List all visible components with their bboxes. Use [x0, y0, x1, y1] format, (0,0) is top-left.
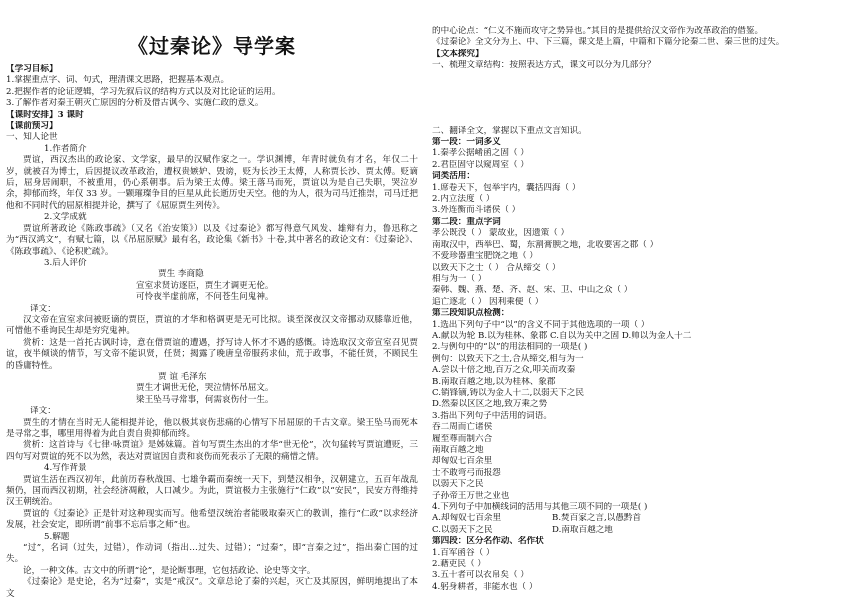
author-bio: 贾谊，西汉杰出的政论家、文学家，最早的汉赋作家之一。学识渊博，年青时就负有才名，年仅二十岁，就被召为博士，后因提议改革政治，遭权贵嫉妒、毁谤，贬为长沙王太傅，人称贾长沙、贾太傅。贬谪后，屈身居闹职，不被重用，仍心系朝事。后为梁王太傅。梁王落马而死，贾谊以为是自己失职，哭泣岁余，抑郁而终，年仅 33 岁。一颗璀璨争目的巨星从此长逝历史天空。他的为人，很为司马迁推崇，司马迁把他和不同时代的屈原相提并论，撰写了《屈原贾生列传》。 [6, 155, 418, 211]
exercise-line: 以致天下之士（ ） 合从缔交（ ） [432, 262, 561, 273]
translation-1: 汉文帝在宣室求问被贬谪的贾臣，贾谊的才华和格调更是无可比拟。谈至深夜汉文帝挪动双膝靠近他，可惜他不垂询民生却是穷究鬼神。 [6, 314, 418, 337]
exercise-line: 追亡逐北（ ） 因利乘便（ ） [432, 296, 544, 307]
exercise-line: 4.躬身耕者，非能水也（ ） [432, 581, 538, 592]
mcq-2-option: B.南取百越之地,以为桂林、象郡 [432, 376, 556, 387]
right-column [432, 0, 844, 593]
mcq-1-options: A.献以为轮 B.以为桂林、象郡 C.自以为关中之固 D.帅以为金人十二 [432, 330, 692, 341]
mcq-4-option-b: B.焚百家之言,以愚黔首 [552, 513, 642, 524]
mcq-3-item: 南取百越之地 [432, 445, 484, 455]
sub-heading-author: 1.作者简介 [44, 143, 87, 154]
poem-2-title: 贾 谊 毛泽东 [158, 371, 207, 382]
question-translate: 二、翻译全文，掌握以下重点文言知识。 [432, 125, 587, 136]
appreciation-2: 赏析：这首诗与《七律·咏贾谊》是姊妹篇。首句写贾生杰出的才华“世无伦”，次句猛转写贾谊遭贬，三四句写对贾谊的死不以为然，表达对贾谊因自责和哀伤而死表示了无限的痛惜之情。 [6, 440, 418, 462]
translation-label: 译文： [30, 303, 56, 314]
mcq-4-option-a: A.却匈奴七百余里 [432, 513, 502, 524]
mcq-2-stem: 2.与例句中的“以”的用法相同的一项是( ) [432, 342, 588, 353]
mcq-3-item: 履至尊而制六合 [432, 433, 493, 444]
mcq-4-options-row-1 [432, 513, 844, 524]
sub-heading-background: 4.写作背景 [44, 463, 87, 474]
exercise-line: 1.百军函谷（ ） [432, 547, 495, 558]
sub-heading-evaluation: 3.后人评价 [44, 257, 87, 268]
mcq-4-options-row-2 [432, 525, 844, 536]
mcq-3-item: 却匈奴七百余里 [432, 456, 493, 467]
background-text: 贾谊生活在西汉初年，此前历春秋战国、七雄争霸而秦统一天下，到楚汉相争，汉朝建立，五百年战乱频仍，国而西汉初期，社会经济凋敝，人口减少。为此，贾谊极力主张施行“仁政”以“安民”，民安方得维持汉王朝统治。 [6, 474, 418, 508]
background-text-2: 贾谊的《过秦论》正是针对这种现实而写。他希望汉统治者能吸取秦灭亡的教训，推行“仁政”以求经济发展，社会安定，即所谓“前事不忘后事之师”也。 [6, 508, 418, 531]
exercise-line: 1.席卷天下，包举宇内，囊括四海（ ） [432, 182, 581, 193]
title-explain-2: 论，一种文体。古文中的所谓“论”，是论断事理，它包括政论、论史等文字。 [23, 565, 316, 576]
word-usage-heading: 词类活用： [432, 171, 475, 182]
mcq-2-option: C.销锋镝,铸以为金人十二,以弱天下之民 [432, 387, 584, 398]
goals-header: 【学习目标】 [6, 64, 58, 74]
mcq-2-option: A.尝以十倍之地,百万之众,叩关而攻秦 [432, 365, 576, 376]
exercise-line: 相与为一（ ） [432, 273, 487, 284]
mcq-1-stem: 1.选出下列句子中“以”的含义不同于其他选项的一项（ ） [432, 319, 650, 330]
left-column [6, 0, 418, 600]
translation-2-label: 译文： [30, 406, 56, 417]
goal-3: 3.了解作者对秦王朝灭亡原因的分析及借古讽今、实施仁政的意义。 [6, 98, 264, 109]
mcq-4-option-d: D.南取百越之地 [552, 524, 613, 535]
exercise-line: 2.藉吏民（ ） [432, 559, 486, 570]
paragraph-4-heading: 第四段：区分名作动、名作状 [432, 536, 544, 547]
section-1-heading: 一、知人论世 [6, 132, 58, 143]
appreciation-1: 赏析：这是一首托古讽时诗，意在借贾谊的遭遇，抒写诗人怀才不遇的感慨。诗选取汉文帝宣室召见贾谊，夜半倾谈的情节，写文帝不能识贤，任贤；揭露了晚唐皇帝服药求仙，荒于政事，不能任贤，不顾民生的昏庸特性。 [6, 337, 418, 371]
mcq-3-stem: 3.指出下列句子中活用的词语。 [432, 410, 552, 421]
mcq-3-item: 士不敢弯弓而报怨 [432, 467, 501, 478]
title-explain-1: “过”，名词（过失，过错），作动词（指出…过失、过错）；“过秦”，即“言秦之过”，指出秦亡国的过失。 [6, 543, 418, 565]
pre-header: 【课前预习】 [6, 121, 58, 132]
exercise-line: 秦韩、魏、燕、楚、齐、赵、宋、卫、中山之众（ ） [432, 285, 633, 296]
exercise-line: 3.五十者可以衣帛矣（ ） [432, 570, 529, 581]
poem-1-title: 贾生 李商隐 [158, 269, 204, 280]
poem-2-line-2: 梁王坠马寻常事，何需哀伤付一生。 [136, 394, 274, 405]
exercise-line: 不爱珍器重宝肥饶之地（ ） [432, 251, 538, 262]
mcq-2-example: 例句：以致天下之士,合从缔交,相与为一 [432, 353, 584, 364]
central-argument: 的中心论点：“仁义不施而攻守之势异也。”其目的是提供给汉文帝作为改革政治的借鉴。 [432, 26, 764, 36]
page-title: 《过秦论》导学案 [128, 34, 296, 58]
poem-2-line-1: 贾生才调世无伦，哭泣情怀吊屈文。 [136, 383, 274, 394]
sub-heading-literature: 2.文学成就 [44, 212, 87, 223]
goal-1: 1.掌握重点字、词、句式，理清课文思路，把握基本观点。 [6, 75, 230, 86]
literature-text: 贾谊所著政论《陈政事疏》（又名《治安策》）以及《过秦论》都写得意气风发、雄辩有力，鲁迅称之为“西汉鸿文”，有赋七篇，以《吊屈原赋》最有名，政论集《新书》十卷,其中著名的政论文有：《过秦论》、《陈政事疏》、《论积贮疏》。 [6, 223, 418, 257]
hours-line: 【课时安排】3 课时 [6, 109, 84, 120]
exercise-line: 2.君臣固守以窥周室（ ） [432, 159, 529, 170]
exercise-line: 1.秦孝公据崤函之固（ ） [432, 148, 529, 159]
mcq-3-item: 以弱天下之民 [432, 479, 484, 490]
title-explain-3: 《过秦论》是史论，名为“过秦”，实是“戒汉”。文章总论了秦的兴起，灭亡及其原因，鲜明地提出了本文 [6, 577, 418, 599]
exercise-line: 孝公既没（ ） 蒙故业，因遗策（ ） [432, 228, 570, 239]
mcq-3-item: 子孙帝王万世之业也 [432, 490, 510, 501]
structure-note: 《过秦论》全文分为上、中、下三篇，课文是上篇，中篇和下篇分论秦二世、秦三世的过失。 [432, 37, 785, 48]
mcq-3-item: 吞二周而亡诸侯 [432, 422, 493, 433]
sub-heading-title-explain: 5.解题 [44, 531, 70, 542]
poem-1-line-1: 宣室求贤访逐臣，贾生才调更无伦。 [136, 280, 274, 291]
exercise-line: 2.内立法度（ ） [432, 194, 495, 205]
goal-2: 2.把握作者的论证逻辑，学习先叙后议的结构方式以及对比论证的运用。 [6, 86, 281, 97]
exercise-line: 南取汉中，西举巴、蜀，东割膏腴之地，北收要害之郡（ ） [432, 239, 659, 250]
paragraph-2-heading: 第二段：重点字词 [432, 216, 501, 227]
exercise-line: 3.外连衡而斗诸侯（ ） [432, 205, 521, 216]
question-structure: 一、梳理文章结构：按照表达方式，课文可以分为几部分？ [432, 60, 656, 71]
mcq-4-stem: 4.下列句子中加横线词的活用与其他三项不同的一项是( ) [432, 502, 648, 513]
mcq-4-option-c: C.以弱天下之民 [432, 524, 493, 535]
paragraph-1-heading: 第一段：一词多义 [432, 137, 501, 148]
text-explore-header: 【文本探究】 [432, 48, 484, 59]
translation-2: 贾生的才情在当时无人能相提并论，他以极其哀伤悲痛的心情写下吊屈原的千古文章。梁王坠马而死本是寻常之事，哪里用得着为此自责自贵抑郁而终。 [6, 417, 418, 439]
poem-1-line-2: 可怜夜半虚前席，不问苍生问鬼神。 [136, 292, 274, 303]
mcq-2-option: D.然秦以区区之地,致万乘之势 [432, 399, 548, 410]
paragraph-3-heading: 第三段知识点检测： [432, 308, 510, 319]
